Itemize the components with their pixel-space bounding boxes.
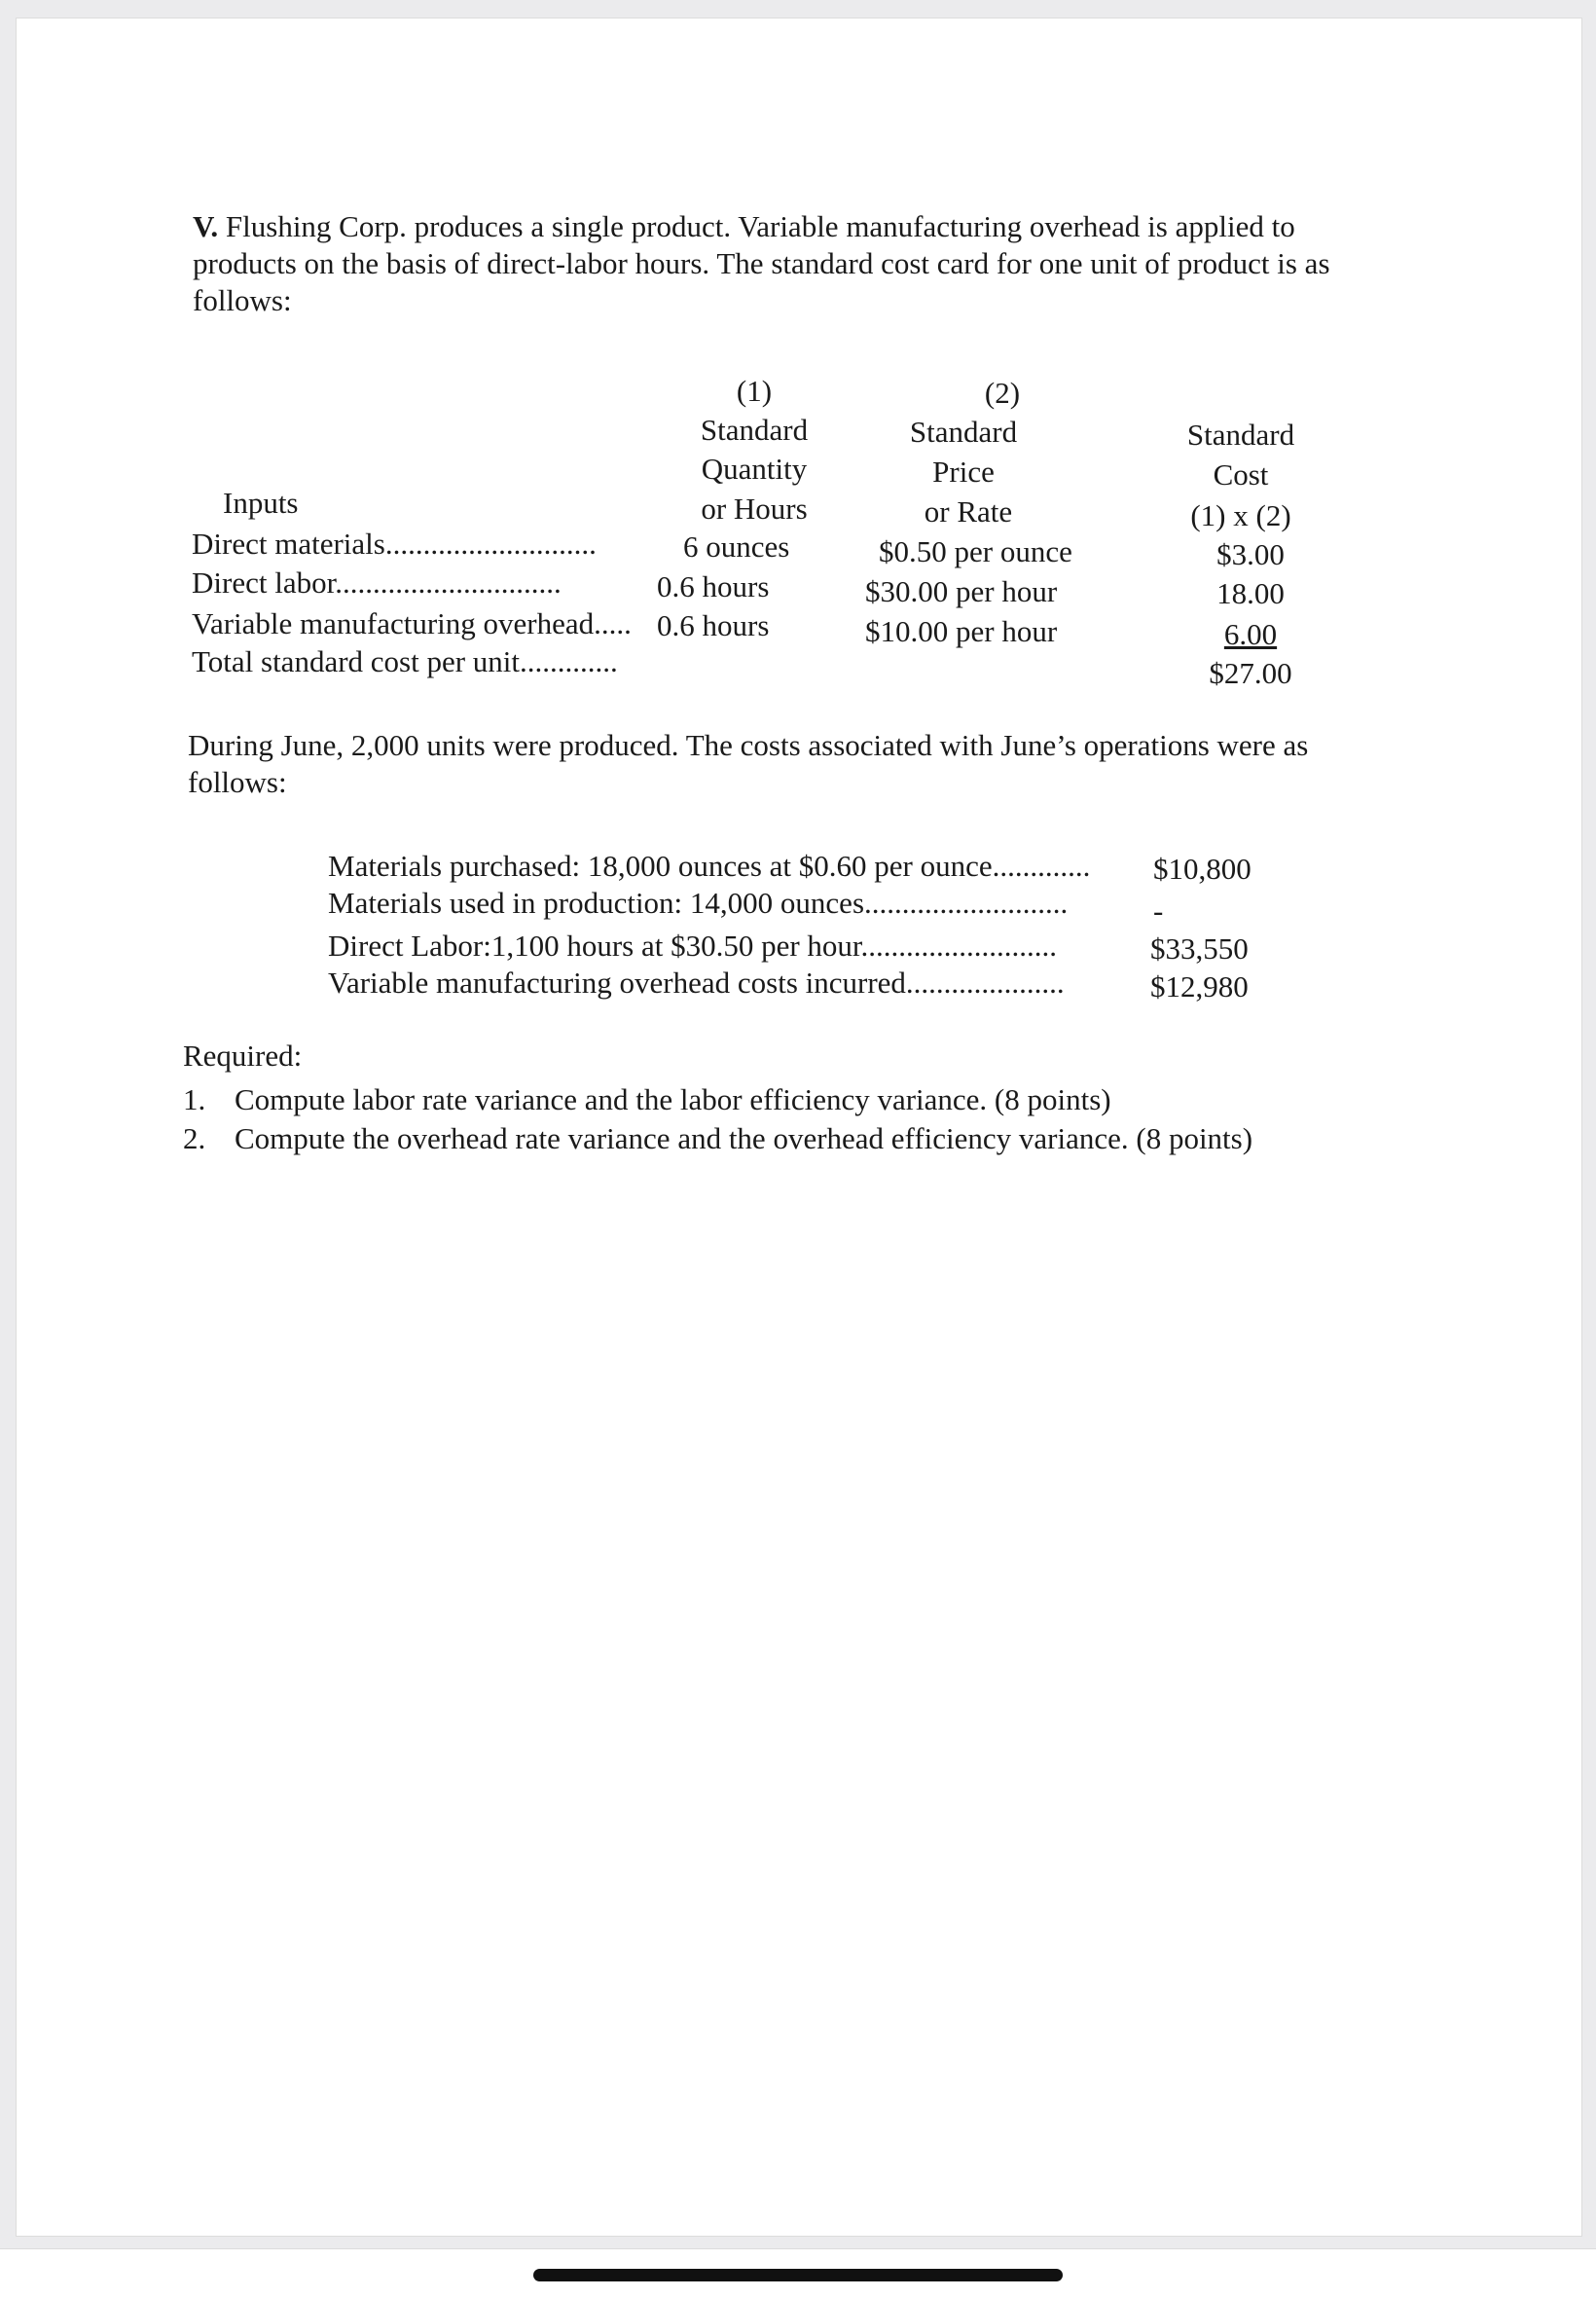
june-line-materials-purchased: Materials purchased: 18,000 ounces at $0.60 per ounce............. (328, 849, 1091, 883)
total-row-cost: $27.00 (1209, 656, 1292, 690)
row-direct-labor-price: $30.00 per hour (865, 574, 1058, 608)
inputs-header: Inputs (223, 486, 299, 520)
row-direct-labor-cost: 18.00 (1216, 576, 1285, 610)
row-direct-materials-cost: $3.00 (1216, 537, 1285, 571)
col2-number: (2) (984, 376, 1021, 410)
required-item-2-number: 2. (183, 1121, 206, 1155)
col3-header-line1: Standard (1186, 418, 1295, 452)
problem-intro-text: Flushing Corp. produces a single product. Variable manufacturing overhead is applied to products on the basis of direct-labor hours. The standard cost card for one unit of product is as follows: (193, 209, 1330, 317)
june-line-direct-labor: Direct Labor:1,100 hours at $30.50 per hour.......................... (328, 929, 1058, 963)
required-item-2-text: Compute the overhead rate variance and the overhead efficiency variance. (8 points) (235, 1121, 1253, 1155)
col2-header-line1: Standard (909, 415, 1018, 449)
required-item-1-text: Compute labor rate variance and the labor efficiency variance. (8 points) (235, 1082, 1111, 1116)
row-variable-overhead-price: $10.00 per hour (865, 614, 1058, 648)
required-item-2 (183, 1119, 1252, 1158)
june-intro: During June, 2,000 units were produced. The costs associated with June’s operations were as follows: (188, 728, 1309, 799)
row-direct-materials-label: Direct materials............................ (192, 527, 597, 561)
col1-header-line1: Standard (700, 413, 809, 447)
required-item-1 (183, 1080, 1252, 1119)
col1-number: (1) (736, 374, 773, 408)
total-row-label: Total standard cost per unit............. (192, 644, 618, 678)
problem-intro (193, 208, 1399, 319)
col1-header-line3: or Hours (701, 492, 808, 526)
june-line-overhead-incurred: Variable manufacturing overhead costs incurred..................... (328, 966, 1065, 1000)
required-item-1-number: 1. (183, 1082, 206, 1116)
col2-header-line3: or Rate (924, 494, 1013, 529)
row-direct-labor-qty: 0.6 hours (657, 569, 770, 603)
row-variable-overhead-qty: 0.6 hours (657, 608, 770, 642)
june-line-direct-labor-amount: $33,550 (1150, 931, 1249, 966)
col1-header-line2: Quantity (701, 452, 808, 486)
june-line-materials-used-amount: - (1153, 894, 1164, 928)
row-direct-materials-qty: 6 ounces (683, 529, 790, 564)
june-line-overhead-incurred-amount: $12,980 (1150, 969, 1249, 1003)
june-line-materials-used: Materials used in production: 14,000 ounces........................... (328, 886, 1069, 920)
row-direct-labor-label: Direct labor.............................. (192, 565, 562, 600)
col2-header-line2: Price (932, 455, 995, 489)
col3-header-line3: (1) x (2) (1190, 498, 1291, 532)
row-direct-materials-price: $0.50 per ounce (879, 534, 1072, 568)
home-indicator[interactable] (533, 2269, 1063, 2281)
row-variable-overhead-cost (1148, 616, 1353, 653)
problem-number: V. (193, 209, 219, 243)
row-variable-overhead-label: Variable manufacturing overhead..... (192, 606, 632, 640)
row-variable-overhead-cost-value: 6.00 (1223, 617, 1278, 651)
col3-header-line2: Cost (1213, 457, 1269, 492)
june-line-materials-purchased-amount: $10,800 (1153, 852, 1251, 886)
required-heading: Required: (183, 1039, 303, 1073)
required-list (183, 1080, 1252, 1158)
